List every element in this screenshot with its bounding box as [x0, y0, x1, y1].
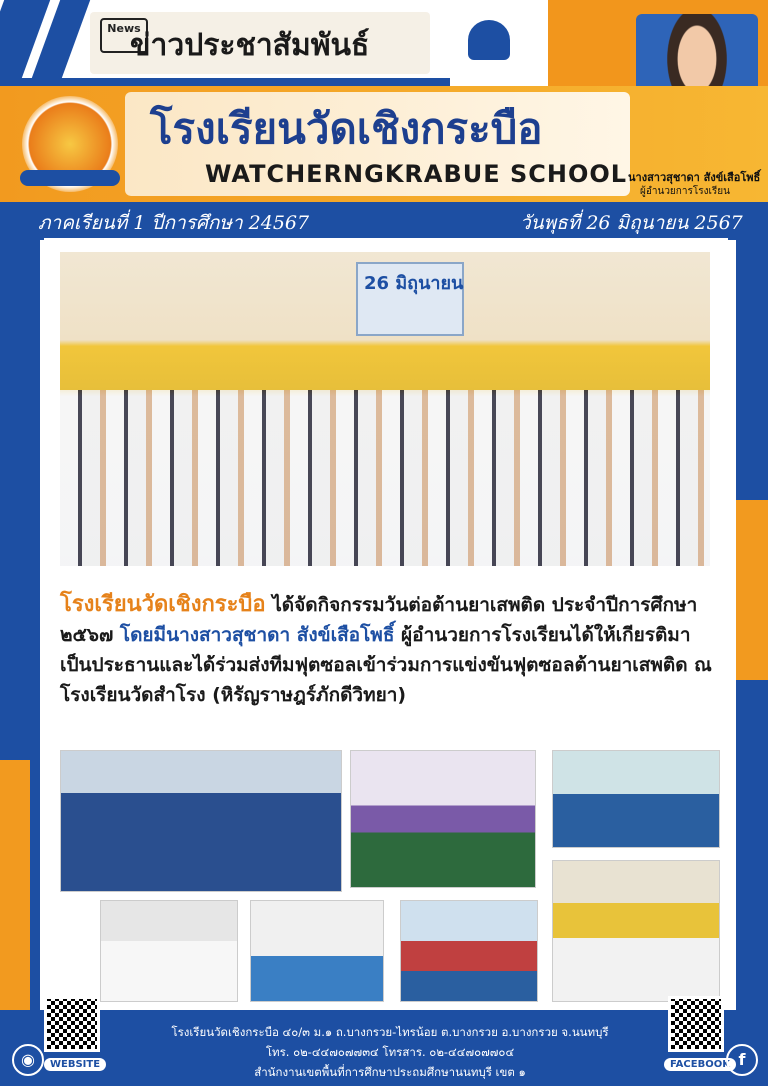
frame-right-accent: [736, 500, 768, 680]
gallery-photo: [552, 750, 720, 848]
gallery-photo: [100, 900, 238, 1002]
blue-line: [0, 78, 450, 86]
students-crowd: [60, 390, 710, 566]
footer-phone: โทร. ๐๒-๔๔๗๐๗๗๓๔ โทรสาร. ๐๒-๔๔๗๐๗๗๐๔: [265, 1045, 515, 1059]
director-role: ผู้อำนวยการโรงเรียน: [640, 186, 730, 197]
article-text-1: ได้จัดกิจกรรมวันต่อต้านยาเสพติด ประจำปีการศึกษา ๒๕๖๗: [60, 594, 698, 646]
website-label[interactable]: WEBSITE: [44, 1058, 106, 1071]
facebook-label[interactable]: FACEBOOK: [664, 1058, 736, 1071]
semester-text: ภาคเรียนที่ 1 ปีการศึกษา 24567: [38, 212, 310, 234]
gallery-photo: [400, 900, 538, 1002]
facebook-qr-code[interactable]: [668, 996, 724, 1052]
website-qr-code[interactable]: [44, 996, 100, 1052]
gallery-photo: [250, 900, 384, 1002]
crest-ribbon: [20, 170, 120, 186]
gallery-photo: [60, 750, 342, 892]
school-name-th: โรงเรียนวัดเชิงกระบือ: [150, 104, 543, 153]
article-paragraph: [60, 590, 720, 710]
facebook-icon[interactable]: f: [726, 1044, 758, 1076]
article-school-name: โรงเรียนวัดเชิงกระบือ: [60, 592, 266, 617]
date-text: วันพุธที่ 26 มิถุนายน 2567: [520, 212, 743, 234]
article-director-intro: โดยมีนางสาวสุชาดา สังข์เสือโพธิ์: [119, 624, 395, 646]
article-text-2: ผู้อำนวยการโรงเรียนได้ให้เกียรติมาเป็นประธานและได้ร่วมส่งทีมฟุตซอลเข้าร่วมการแข่งขันฟุตซอลต้านยาเสพติด ณ โรงเรียนวัดสำโรง (หิรัญราษฎร์ภักดีวิทยา): [60, 624, 712, 706]
footer-office: สำนักงานเขตพื้นที่การศึกษาประถมศึกษานนทบุรี เขต ๑: [254, 1065, 526, 1079]
news-icon: News: [100, 18, 148, 53]
frame-left-accent: [0, 760, 30, 1010]
globe-icon[interactable]: ◉: [12, 1044, 44, 1076]
school-name-en: WATCHERNGKRABUE SCHOOL: [205, 160, 628, 188]
gallery-photo: [350, 750, 536, 888]
gallery-photo: [552, 860, 720, 1002]
footer-address: โรงเรียนวัดเชิงกระบือ ๔๐/๓ ม.๑ ถ.บางกรวย-ไทรน้อย ต.บางกรวย อ.บางกรวย จ.นนทบุรี: [171, 1025, 609, 1039]
director-name: นางสาวสุชาดา สังข์เสือโพธิ์: [628, 171, 761, 184]
event-banner-date: 26 มิถุนายน: [364, 273, 464, 294]
news-title: ข่าวประชาสัมพันธ์: [130, 28, 370, 63]
ministry-logo-icon: [454, 10, 524, 72]
